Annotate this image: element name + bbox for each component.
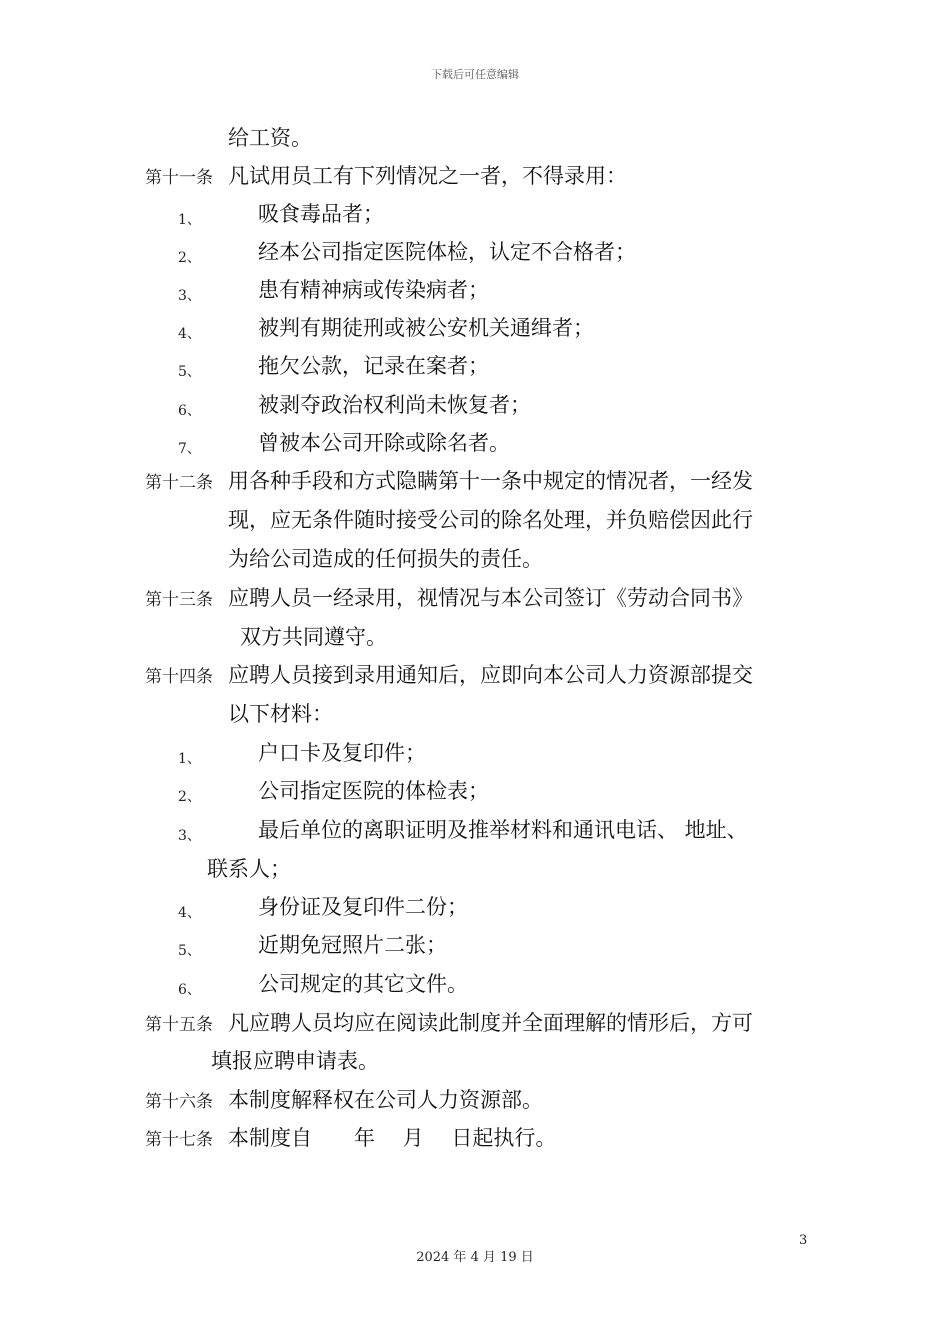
list-text: 被判有期徒刑或被公安机关通缉者； [258,316,594,340]
article-text: 双方共同遵守。 [240,625,387,649]
list-number: 5、 [178,943,201,959]
list-number: 2、 [178,789,201,805]
page-header: 下载后可任意编辑 [431,68,519,81]
list-number: 3、 [178,288,201,304]
article-text: 填报应聘申请表。 [211,1049,379,1073]
list-number: 2、 [178,250,201,266]
article-text: 本制度解释权在公司人力资源部。 [228,1088,543,1112]
article-label: 第十三条 [145,590,213,610]
list-text: 近期免冠照片二张； [258,933,447,957]
article-text: 为给公司造成的任何损失的责任。 [228,547,543,571]
article-text: 用各种手段和方式隐瞒第十一条中规定的情况者，一经发 [228,469,753,493]
list-text: 身份证及复印件二份； [258,895,468,919]
list-number: 6、 [178,982,201,998]
paragraph-text: 给工资。 [228,126,312,150]
footer-date: 2024 年 4 月 19 日 [416,1250,534,1265]
list-number: 3、 [178,828,201,844]
list-text: 公司指定医院的体检表； [258,779,489,803]
article-label: 第十五条 [145,1015,213,1035]
article-text: 现，应无条件随时接受公司的除名处理，并负赔偿因此行 [228,508,753,532]
list-text: 患有精神病或传染病者； [258,278,489,302]
list-number: 1、 [178,212,201,228]
article-text: 凡应聘人员均应在阅读此制度并全面理解的情形后，方可 [228,1011,753,1035]
article-text: 应聘人员一经录用，视情况与本公司签订《劳动合同书》 [228,586,753,610]
list-number: 1、 [178,751,201,767]
list-text: 经本公司指定医院体检，认定不合格者； [258,240,636,264]
list-text: 公司规定的其它文件。 [258,972,468,996]
list-number: 4、 [178,326,201,342]
list-number: 4、 [178,905,201,921]
list-text: 户口卡及复印件； [258,741,426,765]
page-number: 3 [799,1233,808,1248]
list-text: 联系人； [207,857,291,881]
article-text: 本制度自 年 月 日起执行。 [228,1126,557,1150]
article-label: 第十六条 [145,1092,213,1112]
list-number: 5、 [178,364,201,380]
article-label: 第十七条 [145,1130,213,1150]
article-text: 应聘人员接到录用通知后，应即向本公司人力资源部提交 [228,663,753,687]
article-label: 第十二条 [145,473,213,493]
list-number: 7、 [178,441,201,457]
article-label: 第十一条 [145,168,213,188]
article-text: 凡试用员工有下列情况之一者，不得录用： [228,164,627,188]
list-text: 吸食毒品者； [258,202,384,226]
article-label: 第十四条 [145,667,213,687]
list-text: 曾被本公司开除或除名者。 [258,431,510,455]
list-number: 6、 [178,403,201,419]
list-text: 被剥夺政治权利尚未恢复者； [258,393,531,417]
article-text: 以下材料： [228,702,333,726]
list-text: 最后单位的离职证明及推举材料和通讯电话、 地址、 [258,818,748,842]
list-text: 拖欠公款，记录在案者； [258,354,489,378]
